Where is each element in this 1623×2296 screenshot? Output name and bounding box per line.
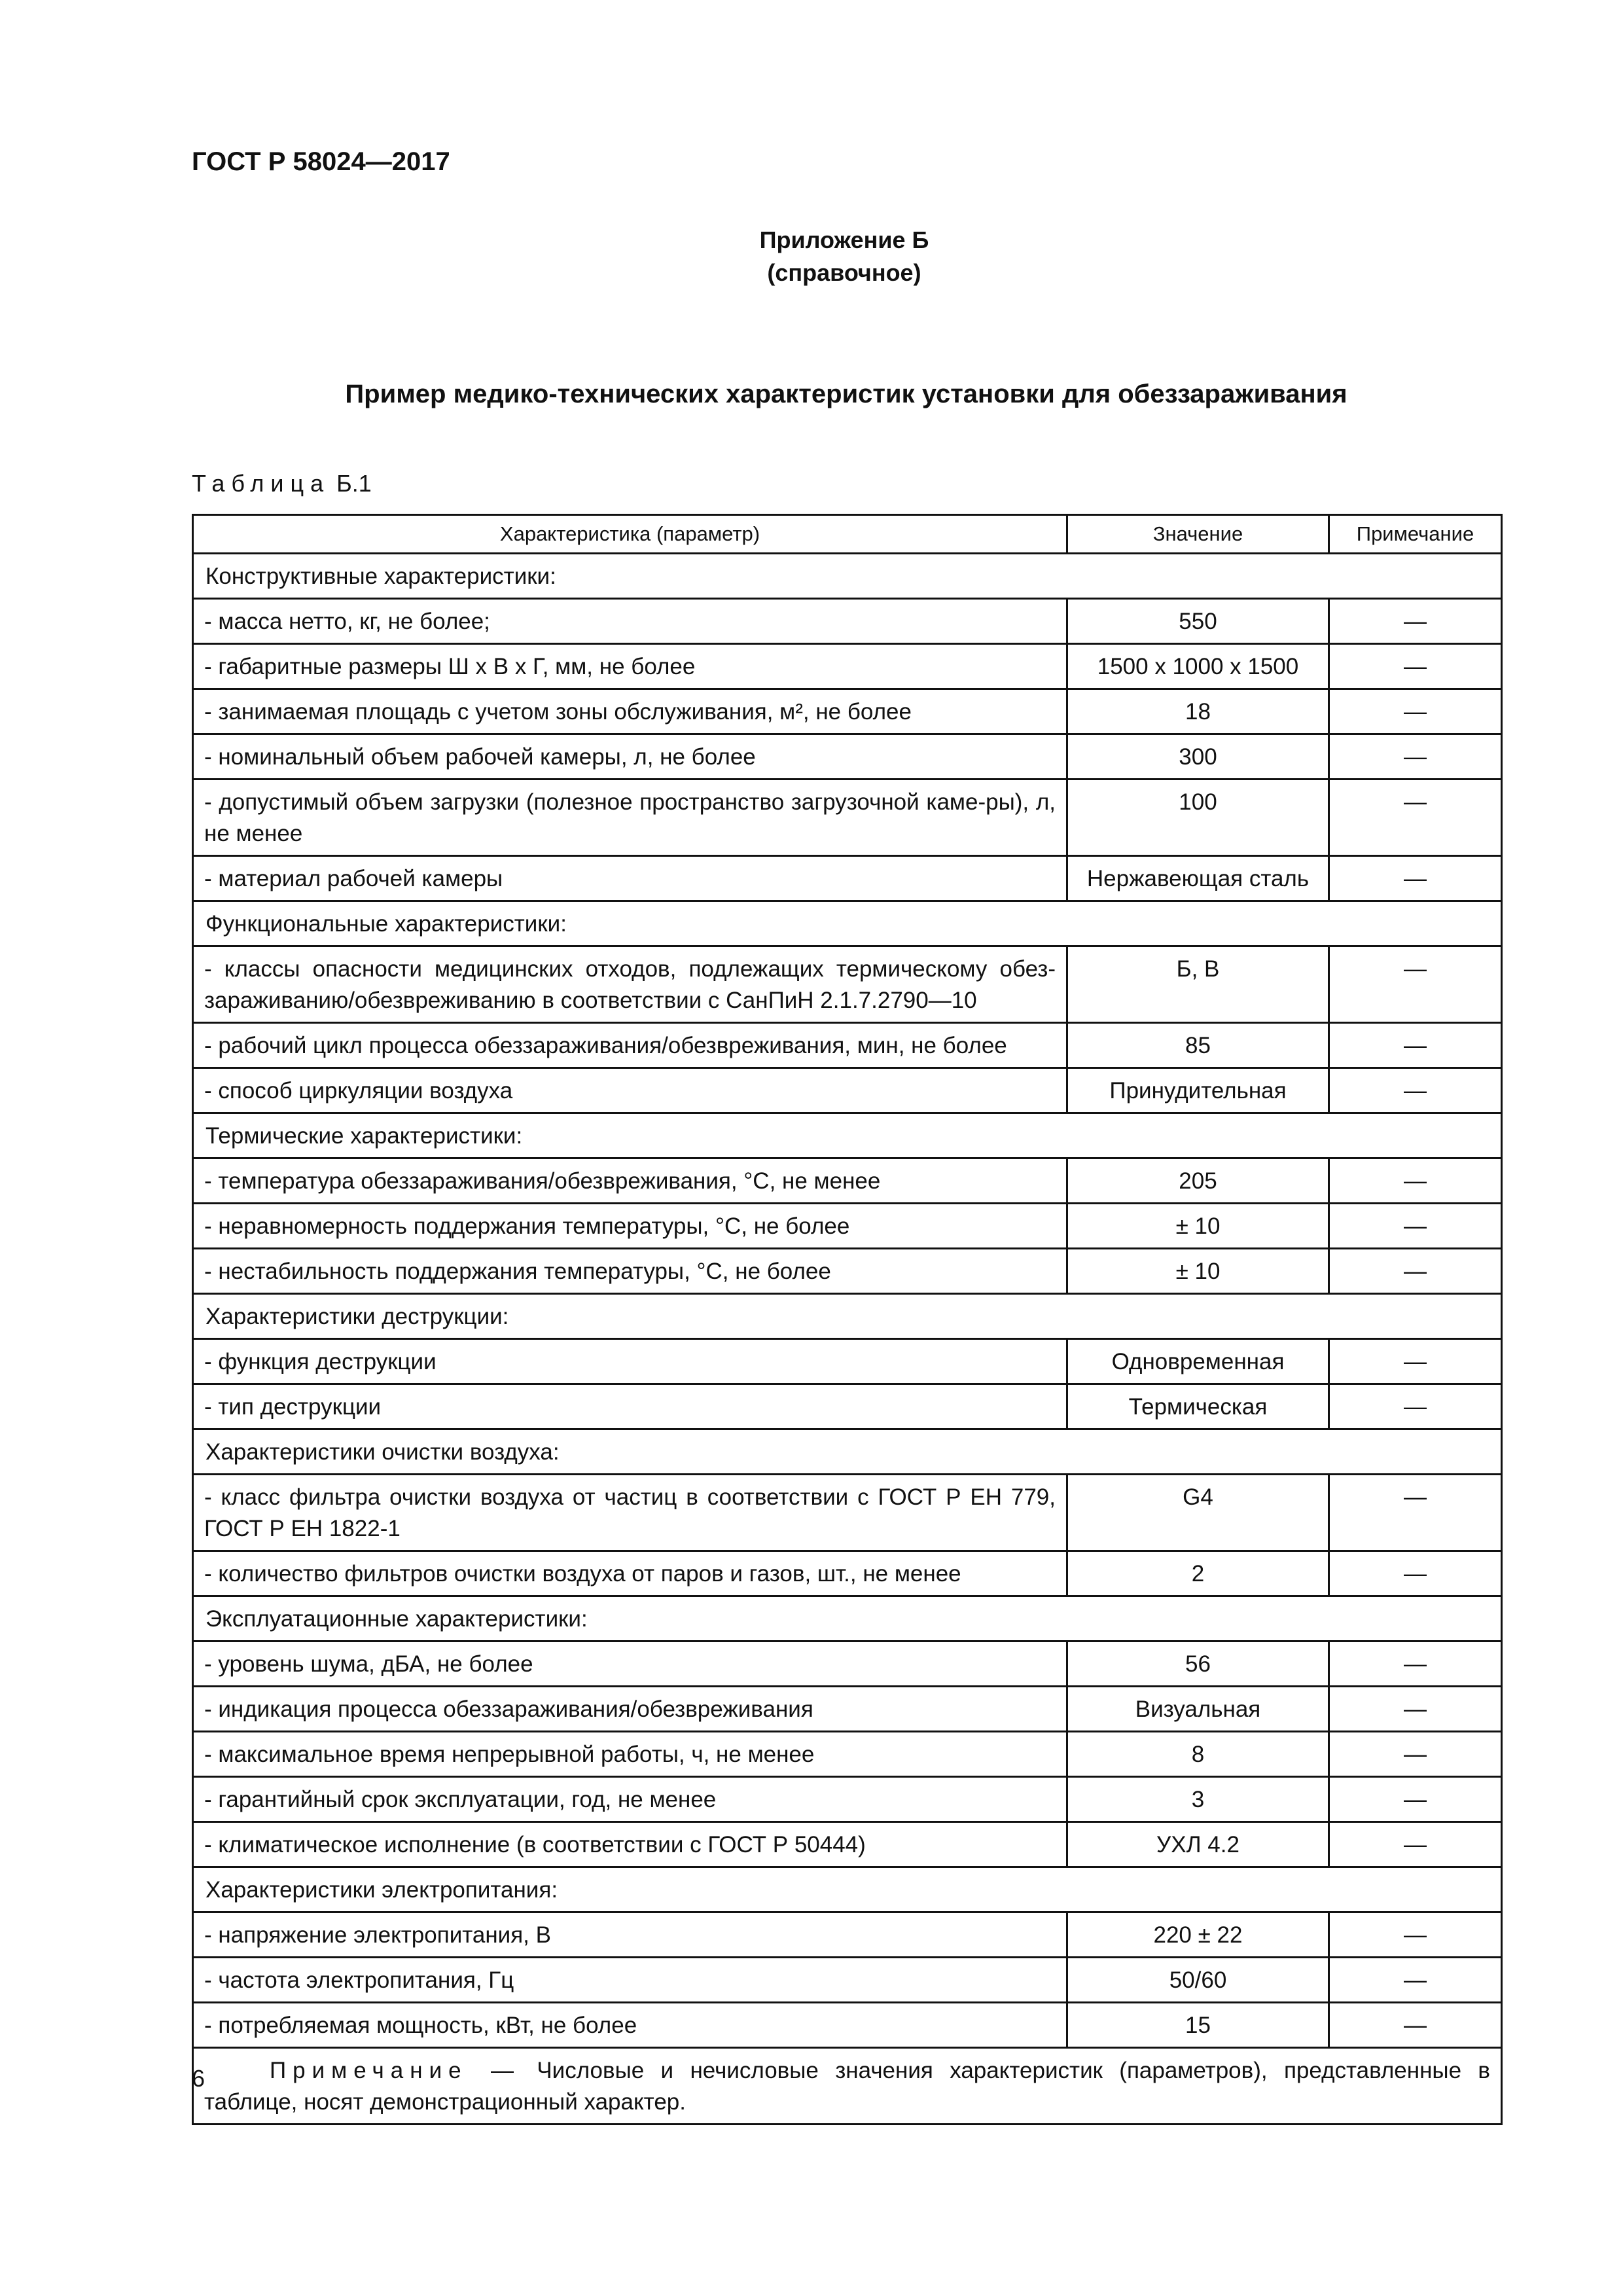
footnote-label: Примечание — <box>270 2058 520 2083</box>
table-row <box>193 1551 1502 1596</box>
value-cell: ± 10 <box>1067 1204 1329 1249</box>
note-cell: — <box>1329 1822 1502 1867</box>
page-number: 6 <box>192 2065 205 2092</box>
table-row <box>193 1204 1502 1249</box>
section-title: Функциональные характеристики: <box>193 901 1502 946</box>
value-cell: Б, В <box>1067 946 1329 1023</box>
table-row <box>193 780 1502 856</box>
value-cell: 205 <box>1067 1158 1329 1204</box>
value-cell: Одновременная <box>1067 1339 1329 1384</box>
note-cell: — <box>1329 1551 1502 1596</box>
note-cell: — <box>1329 1384 1502 1429</box>
table-section-row <box>193 1294 1502 1339</box>
table-row <box>193 734 1502 780</box>
note-cell: — <box>1329 1958 1502 2003</box>
table-section-row <box>193 1596 1502 1641</box>
table-row <box>193 1475 1502 1551</box>
value-cell: УХЛ 4.2 <box>1067 1822 1329 1867</box>
value-cell: 1500 х 1000 х 1500 <box>1067 644 1329 689</box>
annex-heading <box>0 224 1623 289</box>
param-cell: - функция деструкции <box>193 1339 1067 1384</box>
param-cell: - гарантийный срок эксплуатации, год, не менее <box>193 1777 1067 1822</box>
note-cell: — <box>1329 1641 1502 1687</box>
param-cell: - номинальный объем рабочей камеры, л, не более <box>193 734 1067 780</box>
param-cell: - рабочий цикл процесса обеззараживания/обезвреживания, мин, не более <box>193 1023 1067 1068</box>
param-cell: - габаритные размеры Ш х В х Г, мм, не более <box>193 644 1067 689</box>
section-title: Эксплуатационные характеристики: <box>193 1596 1502 1641</box>
value-cell: 300 <box>1067 734 1329 780</box>
table-section-row <box>193 1429 1502 1475</box>
note-cell: — <box>1329 1687 1502 1732</box>
value-cell: ± 10 <box>1067 1249 1329 1294</box>
param-cell: - масса нетто, кг, не более; <box>193 599 1067 644</box>
param-cell: - уровень шума, дБА, не более <box>193 1641 1067 1687</box>
param-cell: - количество фильтров очистки воздуха от паров и газов, шт., не менее <box>193 1551 1067 1596</box>
param-cell: - неравномерность поддержания температуры, °С, не более <box>193 1204 1067 1249</box>
document-code: ГОСТ Р 58024—2017 <box>192 147 450 176</box>
value-cell: 220 ± 22 <box>1067 1912 1329 1958</box>
param-cell: - класс фильтра очистки воздуха от частиц в соответствии с ГОСТ Р ЕН 779, ГОСТ Р ЕН 1822-1 <box>193 1475 1067 1551</box>
section-title: Конструктивные характеристики: <box>193 554 1502 599</box>
param-cell: - нестабильность поддержания температуры, °С, не более <box>193 1249 1067 1294</box>
param-cell: - тип деструкции <box>193 1384 1067 1429</box>
table-row <box>193 1912 1502 1958</box>
value-cell: Термическая <box>1067 1384 1329 1429</box>
header-note: Примечание <box>1329 515 1502 554</box>
param-cell: - материал рабочей камеры <box>193 856 1067 901</box>
table-row <box>193 1249 1502 1294</box>
note-cell: — <box>1329 734 1502 780</box>
note-cell: — <box>1329 1475 1502 1551</box>
param-cell: - способ циркуляции воздуха <box>193 1068 1067 1113</box>
table-row <box>193 946 1502 1023</box>
note-cell: — <box>1329 689 1502 734</box>
note-cell: — <box>1329 1068 1502 1113</box>
note-cell: — <box>1329 1777 1502 1822</box>
table-section-row <box>193 1113 1502 1158</box>
value-cell: Визуальная <box>1067 1687 1329 1732</box>
note-cell: — <box>1329 1204 1502 1249</box>
param-cell: - занимаемая площадь с учетом зоны обслуживания, м², не более <box>193 689 1067 734</box>
param-cell: - температура обеззараживания/обезвреживания, °С, не менее <box>193 1158 1067 1204</box>
value-cell: 18 <box>1067 689 1329 734</box>
specifications-table <box>192 514 1503 2125</box>
value-cell: 56 <box>1067 1641 1329 1687</box>
section-title: Характеристики деструкции: <box>193 1294 1502 1339</box>
param-cell: - климатическое исполнение (в соответствии с ГОСТ Р 50444) <box>193 1822 1067 1867</box>
table-row <box>193 1687 1502 1732</box>
value-cell: 3 <box>1067 1777 1329 1822</box>
note-cell: — <box>1329 1912 1502 1958</box>
value-cell: 85 <box>1067 1023 1329 1068</box>
table-row <box>193 1777 1502 1822</box>
param-cell: - допустимый объем загрузки (полезное пространство загрузочной каме-ры), л, не менее <box>193 780 1067 856</box>
table-row <box>193 2003 1502 2048</box>
note-cell: — <box>1329 599 1502 644</box>
table-row <box>193 856 1502 901</box>
table-row <box>193 1068 1502 1113</box>
table-row <box>193 599 1502 644</box>
table-row <box>193 1158 1502 1204</box>
section-title: Характеристики электропитания: <box>193 1867 1502 1912</box>
note-cell: — <box>1329 1158 1502 1204</box>
table-body <box>193 554 1502 2048</box>
note-cell: — <box>1329 946 1502 1023</box>
annex-subtitle: (справочное) <box>767 259 921 286</box>
table-header-row <box>193 515 1502 554</box>
annex-title: Приложение Б <box>759 226 929 253</box>
table-row <box>193 1958 1502 2003</box>
value-cell: 8 <box>1067 1732 1329 1777</box>
note-cell: — <box>1329 1732 1502 1777</box>
param-cell: - классы опасности медицинских отходов, подлежащих термическому обез-зараживанию/обезвреживанию в соответствии с СанПиН 2.1.7.2790—10 <box>193 946 1067 1023</box>
value-cell: 50/60 <box>1067 1958 1329 2003</box>
param-cell: - частота электропитания, Гц <box>193 1958 1067 2003</box>
note-cell: — <box>1329 2003 1502 2048</box>
section-title: Термические характеристики: <box>193 1113 1502 1158</box>
header-value: Значение <box>1067 515 1329 554</box>
note-cell: — <box>1329 856 1502 901</box>
footnote-text: Числовые и нечисловые значения характеристик (параметров), представленные в таблице, носят демонстрационный характер. <box>204 2058 1491 2115</box>
section-title: Характеристики очистки воздуха: <box>193 1429 1502 1475</box>
table-row <box>193 644 1502 689</box>
table-row <box>193 1384 1502 1429</box>
value-cell: 2 <box>1067 1551 1329 1596</box>
note-cell: — <box>1329 644 1502 689</box>
param-cell: - максимальное время непрерывной работы, ч, не менее <box>193 1732 1067 1777</box>
table-caption-label: Таблица <box>192 470 330 497</box>
value-cell: 100 <box>1067 780 1329 856</box>
table-section-row <box>193 554 1502 599</box>
table-footnote <box>193 2048 1502 2125</box>
table-caption <box>192 470 372 497</box>
note-cell: — <box>1329 1339 1502 1384</box>
param-cell: - потребляемая мощность, кВт, не более <box>193 2003 1067 2048</box>
table-section-row <box>193 901 1502 946</box>
page-title: Пример медико-технических характеристик установки для обеззараживания <box>345 380 1347 408</box>
value-cell: Принудительная <box>1067 1068 1329 1113</box>
table-row <box>193 689 1502 734</box>
value-cell: 15 <box>1067 2003 1329 2048</box>
value-cell: 550 <box>1067 599 1329 644</box>
param-cell: - индикация процесса обеззараживания/обезвреживания <box>193 1687 1067 1732</box>
table-row <box>193 1339 1502 1384</box>
table-row <box>193 1023 1502 1068</box>
note-cell: — <box>1329 1249 1502 1294</box>
header-param: Характеристика (параметр) <box>193 515 1067 554</box>
param-cell: - напряжение электропитания, В <box>193 1912 1067 1958</box>
note-cell: — <box>1329 780 1502 856</box>
table-row <box>193 1822 1502 1867</box>
table-footnote-row <box>193 2048 1502 2125</box>
value-cell: Нержавеющая сталь <box>1067 856 1329 901</box>
note-cell: — <box>1329 1023 1502 1068</box>
table-caption-number: Б.1 <box>336 470 372 497</box>
table-row <box>193 1641 1502 1687</box>
table-row <box>193 1732 1502 1777</box>
table-section-row <box>193 1867 1502 1912</box>
value-cell: G4 <box>1067 1475 1329 1551</box>
